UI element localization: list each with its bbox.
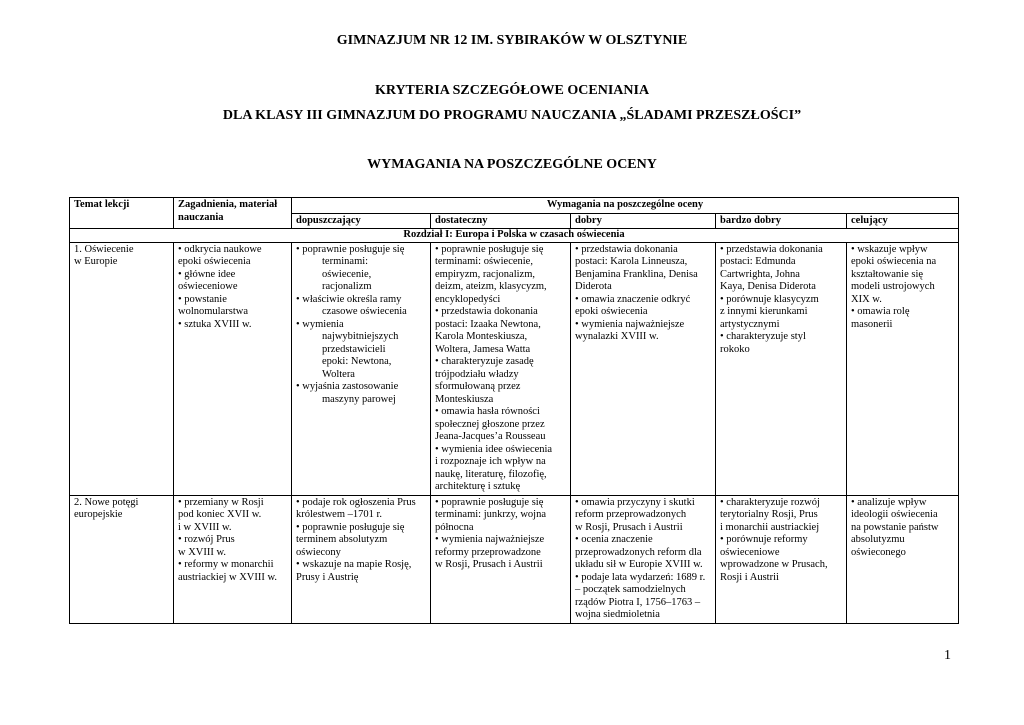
cell-line: • przedstawia dokonania	[575, 243, 678, 255]
cell-line: • poprawnie posługuje się	[435, 496, 544, 508]
cell-line: przedstawicieli	[322, 343, 386, 355]
cell-line: ideologii oświecenia	[851, 509, 938, 520]
cell-line: Rosji i Austrii	[720, 571, 779, 583]
cell-line: terytorialny Rosji, Prus	[720, 509, 818, 520]
grade-header-dopuszczajacy: dopuszczający	[292, 213, 431, 229]
cell-line: • reformy w monarchii	[178, 559, 274, 570]
cell-dobry	[571, 242, 716, 495]
cell-line: • charakteryzuje rozwój	[720, 496, 820, 508]
cell-line: deizm, ateizm, klasycyzm,	[435, 281, 547, 292]
cell-celujacy	[847, 242, 959, 495]
cell-line: w Rosji, Prusach i Austrii	[435, 559, 543, 570]
document-title-line-1: KRYTERIA SZCZEGÓŁOWE OCENIANIA	[374, 83, 650, 98]
cell-bardzo-dobry	[716, 242, 847, 495]
cell-line: Cartwrighta, Johna	[720, 268, 800, 280]
cell-line: maszyny parowej	[322, 393, 396, 405]
cell-line: postaci: Edmunda	[720, 256, 796, 267]
cell-line: z innymi kierunkami	[720, 306, 808, 317]
cell-line: kształtowanie się	[851, 268, 924, 280]
document-title-line-2: DLA KLASY III GIMNAZJUM DO PROGRAMU NAUCZANIA „ŚLADAMI PRZESZŁOŚCI”	[222, 108, 802, 123]
cell-line: wprowadzone w Prusach,	[720, 559, 828, 570]
cell-line: oświeconego	[851, 546, 906, 558]
cell-line: architekturę i sztukę	[435, 481, 521, 492]
cell-line: układu sił w Europie XVIII w.	[575, 559, 703, 570]
cell-line: postaci: Izaaka Newtona,	[435, 318, 541, 330]
cell-line: epoki: Newtona,	[322, 356, 392, 367]
cell-line: oświecony	[296, 546, 341, 558]
cell-line: Monteskiusza	[435, 393, 494, 405]
cell-line: terminami: oświecenie,	[435, 256, 533, 267]
cell-line: • przedstawia dokonania	[435, 306, 538, 317]
cell-line: • omawia znaczenie odkryć	[575, 293, 691, 305]
cell-line: naukę, literaturę, filozofię,	[435, 468, 547, 480]
grade-header-dobry: dobry	[571, 213, 716, 229]
cell-line: austriackiej w XVIII w.	[178, 571, 278, 583]
cell-line: królestwem –1701 r.	[296, 509, 383, 520]
cell-line: empiryzm, racjonalizm,	[435, 268, 536, 280]
cell-topic	[70, 242, 174, 495]
cell-line: Woltera	[322, 368, 355, 380]
cell-line: postaci: Karola Linneusza,	[575, 256, 688, 267]
col-issues-header: Zagadnienia, materiał nauczania	[174, 198, 292, 229]
cell-line: • porównuje reformy	[720, 534, 808, 545]
cell-line: • wskazuje na mapie Rosję,	[296, 559, 412, 570]
cell-line: – początek samodzielnych	[575, 584, 686, 595]
cell-line: • wymienia idee oświecenia	[435, 443, 553, 455]
cell-line: wolnomularstwa	[178, 306, 248, 317]
cell-line: • omawia hasła równości	[435, 406, 540, 417]
cell-line: terminami:	[322, 256, 369, 267]
cell-line: absolutyzmu	[851, 534, 905, 545]
cell-line: reformy przeprowadzone	[435, 546, 541, 558]
cell-line: i rozpoznaje ich wpływ na	[435, 456, 546, 467]
cell-line: na powstanie państw	[851, 521, 939, 533]
cell-line: najwybitniejszych	[322, 331, 399, 342]
cell-line: Woltera, Jamesa Watta	[435, 343, 531, 355]
cell-dobry	[571, 495, 716, 623]
cell-line: rokoko	[720, 343, 750, 355]
cell-line: XIX w.	[851, 293, 882, 305]
cell-line: trójpodziału władzy	[435, 368, 519, 380]
cell-line: • podaje lata wydarzeń: 1689 r.	[575, 571, 706, 583]
cell-line: oświeceniowe	[178, 281, 238, 292]
cell-line: pod koniec XVII w.	[178, 509, 262, 520]
cell-line: • poprawnie posługuje się	[435, 243, 544, 255]
cell-line: w Europie	[74, 256, 118, 267]
cell-line: oświecenie,	[322, 268, 372, 280]
cell-line: encyklopedyści	[435, 293, 501, 305]
cell-line: • poprawnie posługuje się	[296, 521, 405, 533]
school-name: GIMNAZJUM NR 12 IM. SYBIRAKÓW W OLSZTYNIE	[336, 33, 688, 48]
page-number: 1	[944, 648, 951, 663]
cell-line: • przedstawia dokonania	[720, 243, 823, 255]
cell-line: sformułowaną przez	[435, 381, 521, 392]
cell-line: w Rosji, Prusach i Austrii	[575, 521, 683, 533]
cell-dostateczny	[431, 495, 571, 623]
cell-issues	[174, 242, 292, 495]
cell-line: epoki oświecenia	[178, 256, 251, 267]
cell-celujacy	[847, 495, 959, 623]
col-topic-header: Temat lekcji	[70, 198, 174, 229]
cell-line: wojna siedmioletnia	[575, 609, 660, 620]
cell-line: 1. Oświecenie	[74, 243, 134, 255]
cell-issues	[174, 495, 292, 623]
cell-dopuszczajacy	[292, 495, 431, 623]
requirements-table	[69, 197, 959, 624]
cell-line: Prusy i Austrię	[296, 571, 359, 583]
cell-line: Diderota	[575, 281, 612, 292]
cell-line: • charakteryzuje zasadę	[435, 356, 534, 367]
cell-line: • omawia przyczyny i skutki	[575, 496, 695, 508]
cell-line: • omawia rolę	[851, 306, 910, 317]
cell-line: rządów Piotra I, 1756–1763 –	[575, 596, 701, 608]
cell-line: i monarchii austriackiej	[720, 521, 820, 533]
cell-line: czasowe oświecenia	[322, 306, 407, 317]
cell-line: w XVIII w.	[178, 546, 227, 558]
cell-line: • poprawnie posługuje się	[296, 243, 405, 255]
cell-line: terminami: junkrzy, wojna	[435, 509, 546, 520]
document-subtitle: WYMAGANIA NA POSZCZEGÓLNE OCENY	[367, 157, 657, 172]
cell-line: europejskie	[74, 509, 123, 520]
cell-line: epoki oświecenia na	[851, 256, 937, 267]
cell-dopuszczajacy	[292, 242, 431, 495]
section-row	[70, 229, 959, 243]
table-row	[70, 495, 959, 623]
cell-line: oświeceniowe	[720, 546, 780, 558]
cell-line: wynalazki XVIII w.	[575, 331, 659, 342]
cell-line: • powstanie	[178, 293, 227, 305]
cell-line: • wymienia	[296, 318, 344, 330]
cell-line: Kaya, Denisa Diderota	[720, 281, 816, 292]
cell-dostateczny	[431, 242, 571, 495]
cell-line: Benjamina Franklina, Denisa	[575, 268, 698, 280]
cell-line: • charakteryzuje styl	[720, 331, 806, 342]
cell-line: i w XVIII w.	[178, 521, 232, 533]
cell-line: • sztuka XVIII w.	[178, 318, 252, 330]
cell-line: północna	[435, 521, 474, 533]
cell-line: • ocenia znaczenie	[575, 534, 653, 545]
cell-topic	[70, 495, 174, 623]
cell-line: • wskazuje wpływ	[851, 243, 928, 255]
cell-line: Karola Monteskiusza,	[435, 331, 528, 342]
cell-line: 2. Nowe potęgi	[74, 496, 139, 508]
cell-line: Jeana-Jacques’a Rousseau	[435, 431, 546, 442]
cell-line: • wymienia najważniejsze	[435, 534, 545, 545]
cell-line: • główne idee	[178, 268, 236, 280]
col-requirements-header: Wymagania na poszczególne oceny	[292, 198, 959, 214]
section-title: Rozdział I: Europa i Polska w czasach oświecenia	[70, 229, 959, 243]
cell-line: terminem absolutyzm	[296, 534, 388, 545]
cell-line: modeli ustrojowych	[851, 281, 935, 292]
cell-line: masonerii	[851, 318, 893, 330]
cell-bardzo-dobry	[716, 495, 847, 623]
cell-line: • wyjaśnia zastosowanie	[296, 381, 399, 392]
cell-line: • przemiany w Rosji	[178, 496, 264, 508]
cell-line: • podaje rok ogłoszenia Prus	[296, 496, 416, 508]
cell-line: racjonalizm	[322, 281, 372, 292]
cell-line: • analizuje wpływ	[851, 496, 927, 508]
grade-header-bardzo-dobry: bardzo dobry	[716, 213, 847, 229]
cell-line: • porównuje klasycyzm	[720, 293, 819, 305]
grade-header-celujacy: celujący	[847, 213, 959, 229]
cell-line: epoki oświecenia	[575, 306, 648, 317]
cell-line: przeprowadzonych reform dla	[575, 546, 702, 558]
grade-header-dostateczny: dostateczny	[431, 213, 571, 229]
cell-line: artystycznymi	[720, 318, 780, 330]
cell-line: • odkrycia naukowe	[178, 243, 262, 255]
cell-line: społecznej głoszone przez	[435, 418, 545, 430]
cell-line: • wymienia najważniejsze	[575, 318, 685, 330]
cell-line: • rozwój Prus	[178, 534, 235, 545]
table-row	[70, 242, 959, 495]
header-row	[70, 198, 959, 214]
cell-line: reform przeprowadzonych	[575, 509, 687, 520]
cell-line: • właściwie określa ramy	[296, 293, 402, 305]
